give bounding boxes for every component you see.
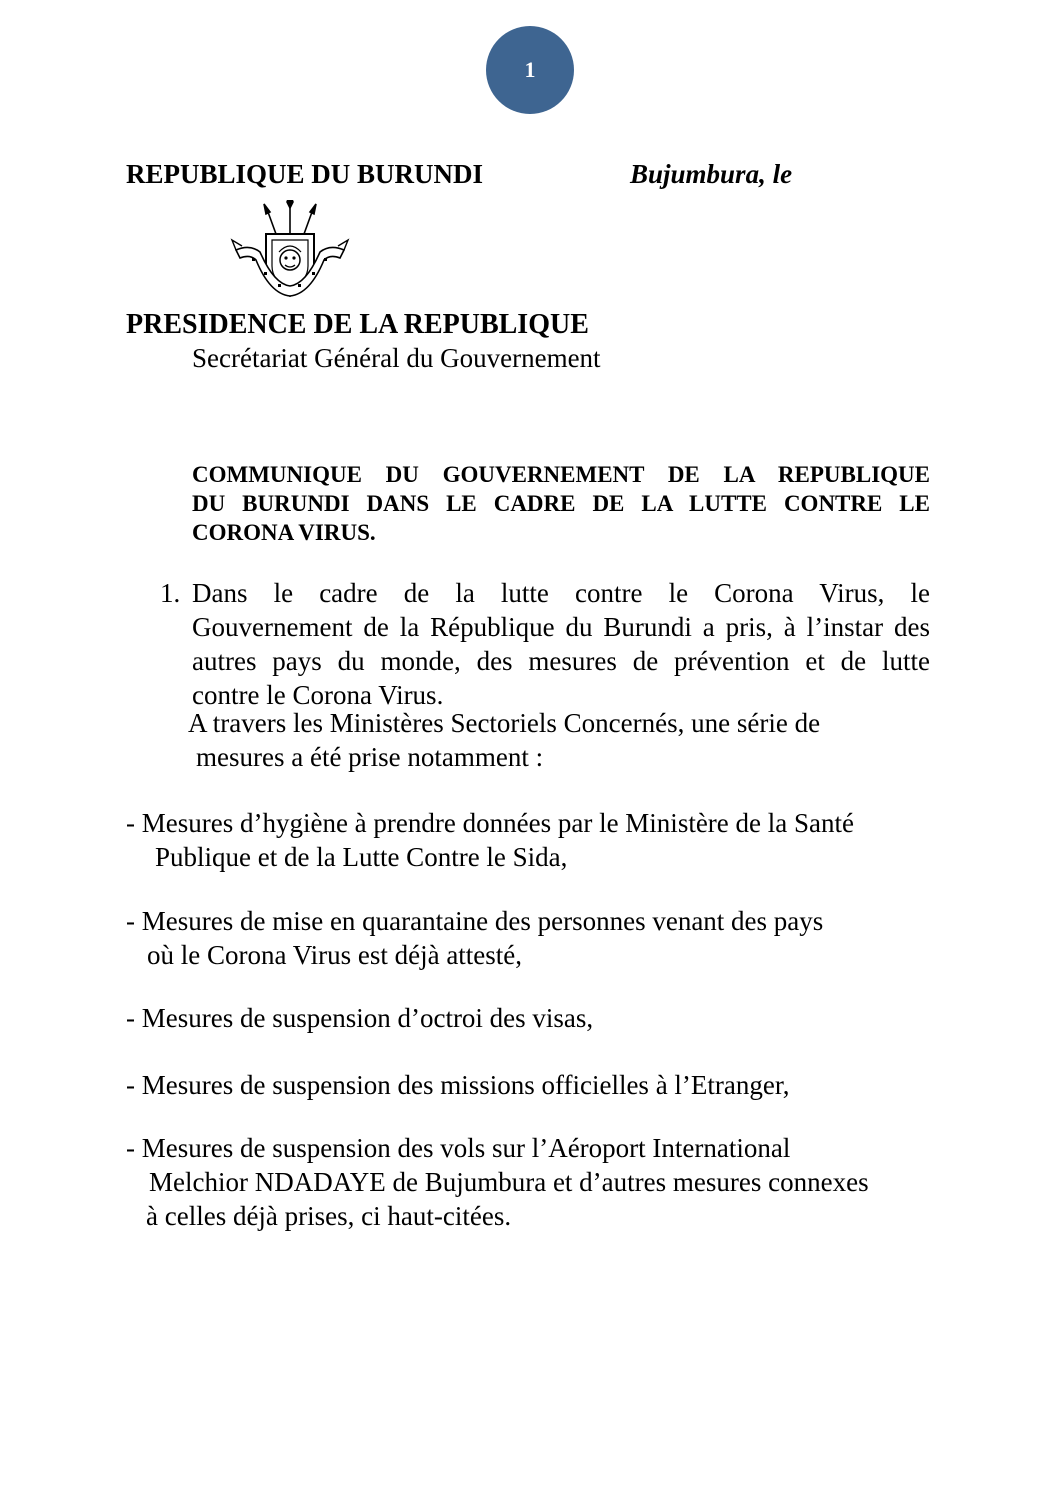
communique-title (192, 460, 930, 547)
presidency-heading: PRESIDENCE DE LA REPUBLIQUE (126, 309, 589, 340)
measure-item: - Mesures d’hygiène à prendre données par le Ministère de la Santé (126, 808, 854, 838)
paragraph-line: Dans le cadre de la lutte contre le Corona Virus, le (192, 578, 930, 608)
title-line: CORONA VIRUS. (192, 520, 376, 545)
burundi-coat-of-arms-icon (230, 200, 350, 310)
paragraph-line: autres pays du monde, des mesures de prévention et de lutte (192, 646, 930, 676)
city-date: Bujumbura, le (630, 159, 793, 189)
paragraph-line: Gouvernement de la République du Burundi a pris, à l’instar des (192, 612, 930, 642)
page-number-badge: 1 (486, 26, 574, 114)
paragraph-line: contre le Corona Virus. (192, 680, 444, 710)
measure-item: - Mesures de mise en quarantaine des personnes venant des pays (126, 906, 824, 936)
measure-item-continuation: à celles déjà prises, ci haut-citées. (146, 1201, 512, 1231)
title-line: COMMUNIQUE DU GOUVERNEMENT DE LA REPUBLIQUE (192, 462, 930, 487)
paragraph-line: mesures a été prise notamment : (196, 742, 544, 772)
measure-item: - Mesures de suspension des missions officielles à l’Etranger, (126, 1070, 790, 1100)
measure-item: - Mesures de suspension des vols sur l’Aéroport International (126, 1133, 791, 1163)
measure-item: - Mesures de suspension d’octroi des visas, (126, 1003, 594, 1033)
paragraph-number: 1. (160, 578, 181, 608)
title-line: DU BURUNDI DANS LE CADRE DE LA LUTTE CONTRE LE (192, 491, 930, 516)
secretariat-subheading: Secrétariat Général du Gouvernement (192, 343, 601, 373)
country-heading: REPUBLIQUE DU BURUNDI (126, 159, 484, 189)
measure-item-continuation: Publique et de la Lutte Contre le Sida, (155, 842, 568, 872)
paragraph-1 (160, 576, 930, 712)
measure-item-continuation: Melchior NDADAYE de Bujumbura et d’autres mesures connexes (149, 1167, 869, 1197)
paragraph-line: A travers les Ministères Sectoriels Concernés, une série de (188, 708, 821, 738)
measure-item-continuation: où le Corona Virus est déjà attesté, (147, 940, 523, 970)
